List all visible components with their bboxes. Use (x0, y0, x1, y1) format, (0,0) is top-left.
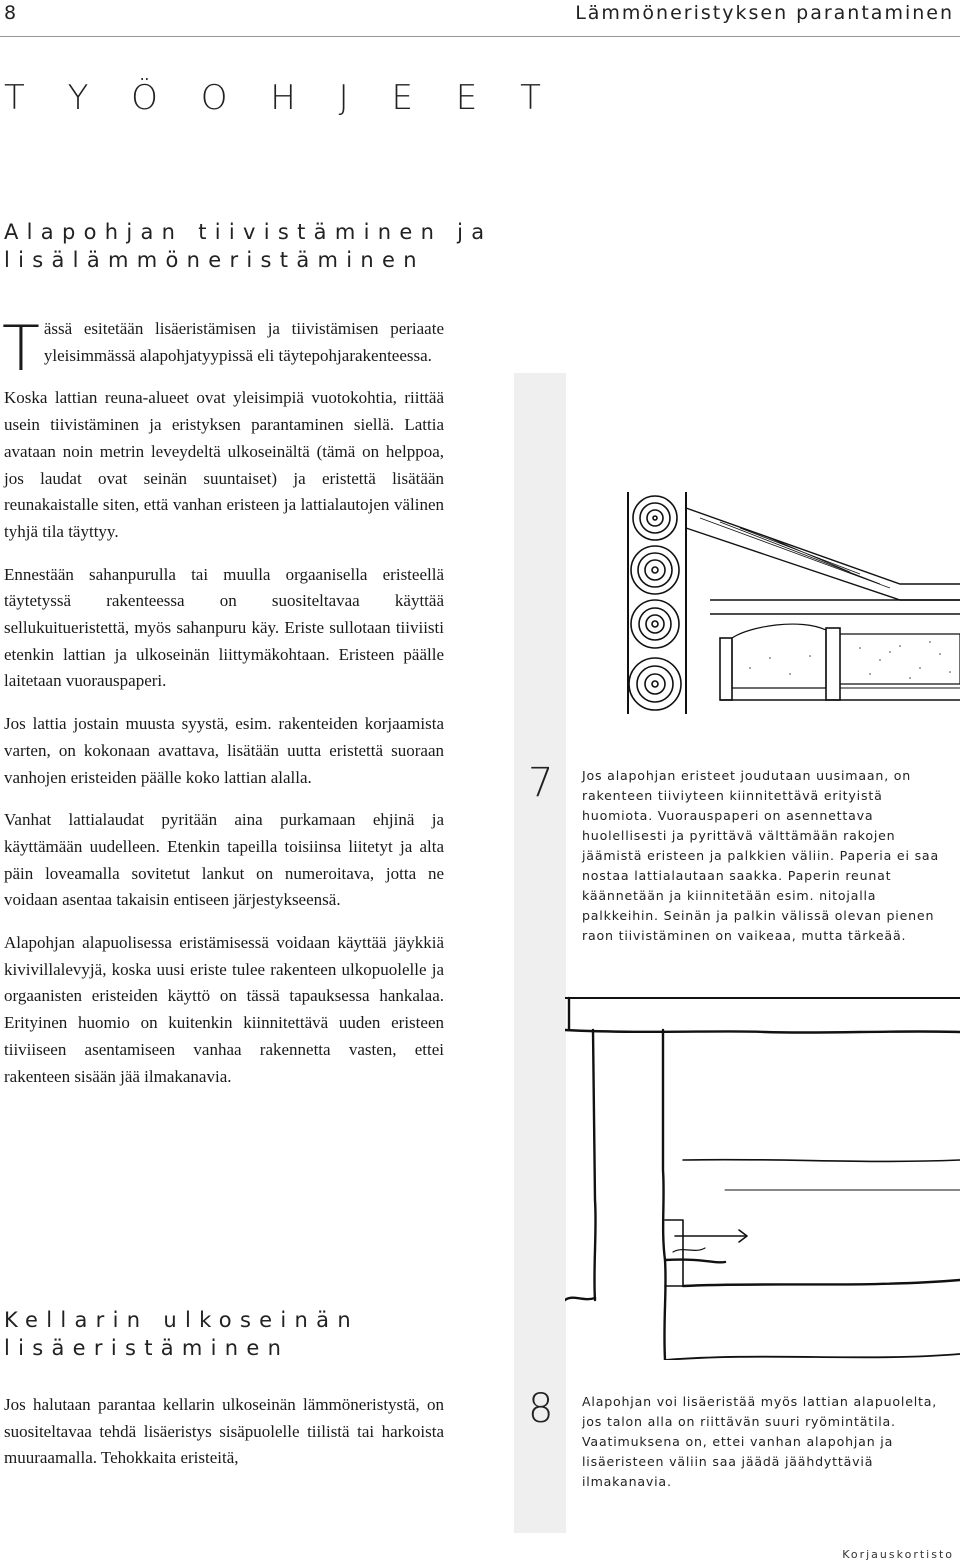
section1-title (4, 218, 492, 274)
paragraph-1: Tässä esitetään lisäeristämisen ja tiivistämisen periaate yleisimmässä alapohjatyypissä eli täytepohjarakenteessa. (2, 312, 444, 385)
section1-title-line2: lisälämmöneristäminen (4, 248, 425, 272)
running-title: Lämmöneristyksen parantaminen (575, 2, 954, 24)
paragraph-5: Vanhat lattialaudat pyritään aina purkamaan ehjinä ja käyttämään uudelleen. Etenkin tapeilla toisiinsa liitetyt ja alta päin loveamalla sovitetut lankut on numeroitava, jotta ne voidaan asentaa takaisin entiseen järjestykseensä. (4, 810, 444, 910)
page-number: 8 (4, 2, 17, 24)
header-rule (0, 36, 960, 37)
section2-title-line1: Kellarin ulkoseinän (4, 1308, 359, 1332)
figure8-caption: Alapohjan voi lisäeristää myös lattian alapuolelta, jos talon alla on riittävän suuri ryömintätila. Vaatimuksena on, ettei vanhan alapohjan ja lisäeristeen väliin saa jäädä jäähdyttäviä ilmakanavia. (582, 1394, 938, 1489)
paragraph-3: Ennestään sahanpurulla tai muulla orgaanisella eristeellä täytetyssä rakenteessa on suositeltavaa käyttää sellukuitueristettä, myös sahanpuru käy. Eriste sullotaan tiiviisti etenkin lattian ja ulkoseinän liittymäkohtaan. Eristeen päälle laitetaan vuorauspaperi. (4, 564, 444, 691)
section2-paragraph: Jos halutaan parantaa kellarin ulkoseinän lämmöneristystä, on suositeltavaa tehdä lisäeristys sisäpuolelle tiilistä tai harkoista muuraamalla. Tehokkaita eristeitä, (4, 1395, 444, 1468)
paragraph-6: Alapohjan alapuolisessa eristämisessä voidaan käyttää jäykkiä kivivillalevyjä, koska uusi eriste tulee rakenteen ulkopuolelle ja orgaanisten eristeiden käyttö on tässä tapauksessa hankalaa. Erityinen huomio on kuitenkin kiinnitettävä uuden eristeen tiiviiseen asentamiseen vanhaa rakennetta vasten, ettei rakenteen sisään jää ilmakanavia. (4, 933, 444, 1086)
footer-publisher: Korjauskortisto (842, 1548, 954, 1561)
dropcap: T (2, 312, 40, 385)
margin-band (514, 373, 566, 1533)
figure8-illustration (565, 990, 960, 1360)
section2-title (4, 1306, 359, 1362)
figure7-illustration (600, 488, 960, 714)
paragraph-2: Koska lattian reuna-alueet ovat yleisimpiä vuotokohtia, riittää usein tiivistäminen ja eristyksen parantaminen siellä. Lattia avataan noin metrin leveydeltä ulkoseinältä (tämä on helppoa, jos laudat ovat seinän suuntaiset) ja eristettä lisätään reunakaistalle siten, että vanhan eristeen ja lattialautojen välinen tyhjä tila täyttyy. (4, 388, 444, 541)
section1-title-line1: Alapohjan tiivistäminen ja (4, 220, 493, 244)
section2-title-line2: lisäeristäminen (4, 1336, 290, 1360)
paragraph-4: Jos lattia jostain muusta syystä, esim. rakenteiden korjaamista varten, on kokonaan avattava, lisätään uutta eristettä suoraan vanhojen eristeiden päälle koko lattian alalla. (4, 714, 444, 787)
main-title: T Y Ö O H J E E T (4, 78, 557, 118)
log-rings (629, 496, 681, 710)
figure7-caption: Jos alapohjan eristeet joudutaan uusimaan, on rakenteen tiiviyteen kiinnitettävä erityistä huomiota. Vuorauspaperi on asennettava huolellisesti ja pyrittävä välttämään rakojen jäämistä eristeen ja palkkien väliin. Paperia ei saa nostaa lattialautaan saakka. Paperin reunat käännetään ja kiinnitetään esim. nitojalla palkkeihin. Seinän ja palkin välissä olevan pienen raon tiivistäminen on vaikeaa, mutta tärkeää. (582, 768, 939, 943)
figure8-number: 8 (528, 1386, 554, 1432)
section2-body (4, 1392, 444, 1488)
section1-body (2, 312, 444, 1106)
figure7-number: 7 (528, 760, 554, 806)
